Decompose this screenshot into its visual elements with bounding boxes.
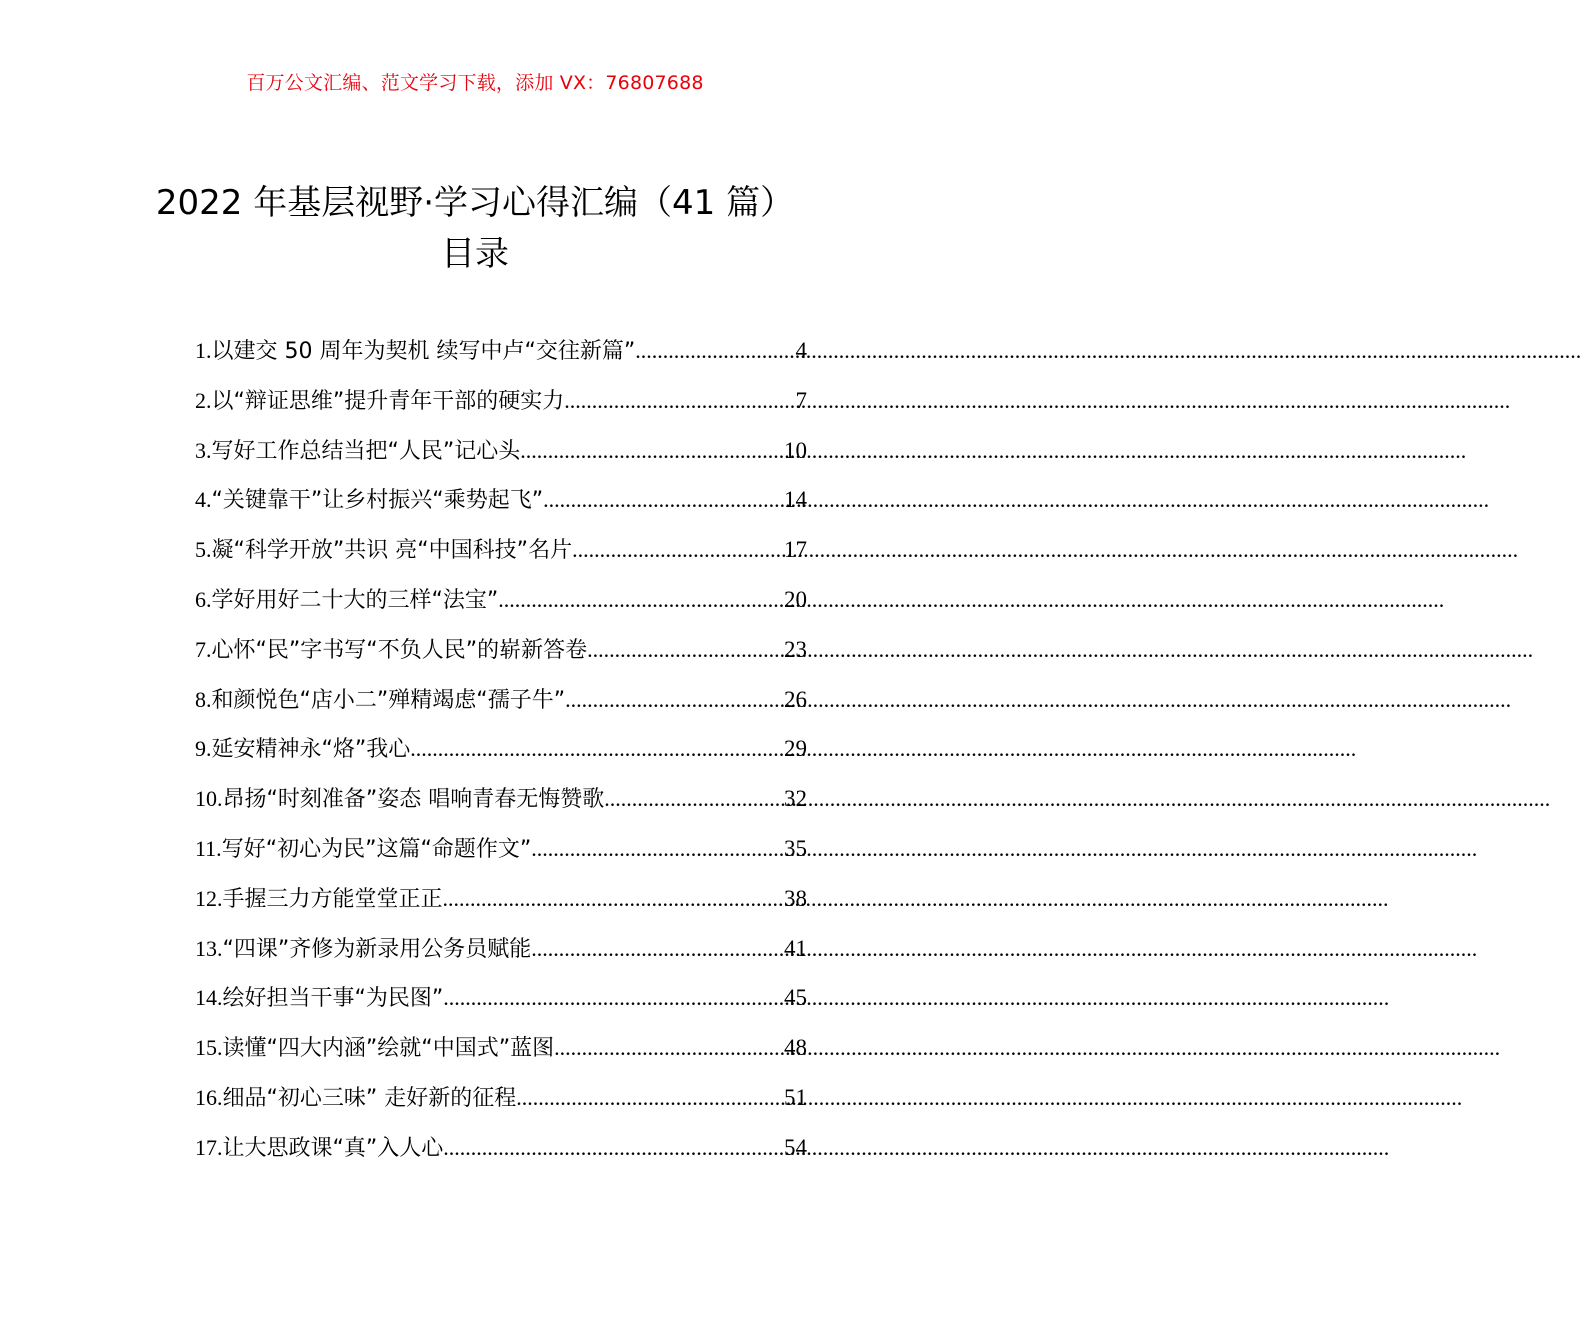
toc-entry-page: 17	[784, 537, 807, 563]
toc-entry-number: 17.	[195, 1134, 223, 1160]
toc-entry-page: 35	[784, 835, 807, 861]
toc-entry-page: 48	[784, 1035, 807, 1061]
toc-entry-number: 13.	[195, 935, 223, 961]
toc-entry-title: 让大思政课“真”入人心	[222, 1135, 444, 1161]
toc-entry-number: 4.	[195, 487, 212, 513]
toc-dot-leader	[543, 487, 784, 513]
toc-dot-leader	[587, 637, 784, 663]
toc-entry-title: 细品“初心三味” 走好新的征程	[222, 1085, 517, 1111]
toc-entry[interactable]	[195, 1081, 807, 1131]
toc-dot-leader	[516, 1085, 784, 1111]
toc-entry-title: 写好“初心为民”这篇“命题作文”	[221, 836, 532, 862]
toc-entry-number: 5.	[195, 537, 212, 563]
toc-entry[interactable]	[195, 932, 807, 982]
toc-entry[interactable]	[195, 483, 807, 533]
toc-entry-number: 12.	[195, 885, 223, 911]
toc-entry-title: 延安精神永“烙”我心	[211, 737, 411, 763]
toc-entry-number: 16.	[195, 1084, 223, 1110]
toc-entry-page: 20	[784, 586, 807, 612]
toc-entry-number: 11.	[195, 835, 222, 861]
toc-dot-leader	[565, 687, 784, 713]
toc-dot-leader	[443, 886, 784, 912]
toc-dot-leader	[410, 736, 784, 762]
toc-entry-number: 15.	[195, 1035, 223, 1061]
toc-entry-title: 昂扬“时刻准备”姿态 唱响青春无悔赞歌	[222, 787, 605, 813]
toc-entry[interactable]	[195, 633, 807, 683]
toc-entry-page: 32	[784, 786, 807, 812]
toc-entry-number: 14.	[195, 985, 223, 1011]
toc-entry-number: 9.	[195, 736, 212, 762]
toc-entry-number: 3.	[195, 437, 212, 463]
toc-entry-page: 7	[795, 387, 807, 413]
toc-entry-page: 4	[795, 338, 807, 363]
toc-dot-leader	[531, 836, 784, 862]
toc-entry-page: 45	[784, 985, 807, 1011]
toc-entry-page: 10	[784, 437, 807, 463]
toc-dot-leader	[554, 1035, 784, 1061]
toc-entry[interactable]	[195, 1131, 807, 1181]
toc-entry-title: 读懂“四大内涵”绘就“中国式”蓝图	[222, 1036, 555, 1062]
toc-dot-leader	[531, 936, 784, 962]
toc-dot-leader	[604, 786, 784, 812]
toc-dot-leader	[520, 438, 784, 464]
toc-dot-leader	[443, 985, 784, 1011]
toc-entry-number: 2.	[195, 387, 212, 413]
toc-entry-title: 学好用好二十大的三样“法宝”	[211, 587, 499, 613]
header-watermark-note: 百万公文汇编、范文学习下载，添加 VX：76807688	[246, 72, 704, 94]
toc-entry[interactable]	[195, 732, 807, 782]
toc-entry-title: 心怀“民”字书写“不负人民”的崭新答卷	[211, 637, 588, 663]
toc-entry-number: 1.	[195, 338, 212, 363]
toc-entry-page: 26	[784, 686, 807, 712]
toc-entry-title: 写好工作总结当把“人民”记心头	[211, 438, 521, 464]
toc-entry[interactable]	[195, 832, 807, 882]
toc-entry-title: 以“辩证思维”提升青年干部的硬实力	[211, 388, 565, 414]
toc-dot-leader	[498, 587, 784, 613]
toc-entry-page: 54	[784, 1134, 807, 1160]
toc-entry-title: 和颜悦色“店小二”殚精竭虑“孺子牛”	[211, 687, 566, 713]
toc-entry[interactable]	[195, 782, 807, 832]
toc-entry-page: 51	[784, 1084, 807, 1110]
toc-entry[interactable]	[195, 683, 807, 733]
toc-entry-page: 38	[784, 885, 807, 911]
document-subtitle: 目录	[441, 234, 509, 274]
toc-entry[interactable]	[195, 533, 807, 583]
document-title: 2022 年基层视野·学习心得汇编（41 篇）	[155, 183, 795, 223]
toc-dot-leader	[564, 388, 795, 414]
toc-entry-page: 29	[784, 736, 807, 762]
toc-entry[interactable]	[195, 434, 807, 484]
toc-entry[interactable]	[195, 583, 807, 633]
toc-entry-number: 6.	[195, 586, 212, 612]
toc-entry[interactable]	[195, 882, 807, 932]
toc-entry-title: 绘好担当干事“为民图”	[222, 986, 444, 1012]
toc-dot-leader	[635, 338, 795, 364]
toc-entry-number: 7.	[195, 636, 212, 662]
toc-entry[interactable]	[195, 981, 807, 1031]
table-of-contents	[195, 334, 807, 1181]
toc-entry-number: 10.	[195, 786, 223, 812]
toc-dot-leader	[443, 1135, 784, 1161]
toc-entry[interactable]	[195, 334, 807, 384]
toc-entry-title: 手握三力方能堂堂正正	[222, 886, 443, 912]
toc-entry-page: 14	[784, 487, 807, 513]
toc-entry-title: “关键靠干”让乡村振兴“乘势起飞”	[211, 488, 544, 514]
toc-entry[interactable]	[195, 384, 807, 434]
toc-entry-title: 凝“科学开放”共识 亮“中国科技”名片	[211, 538, 573, 564]
toc-dot-leader	[572, 537, 784, 563]
toc-entry[interactable]	[195, 1031, 807, 1081]
toc-entry-title: “四课”齐修为新录用公务员赋能	[222, 936, 532, 962]
toc-entry-title: 以建交 50 周年为契机 续写中卢“交往新篇”	[211, 339, 636, 364]
toc-entry-page: 23	[784, 636, 807, 662]
toc-entry-page: 41	[784, 935, 807, 961]
toc-entry-number: 8.	[195, 686, 212, 712]
